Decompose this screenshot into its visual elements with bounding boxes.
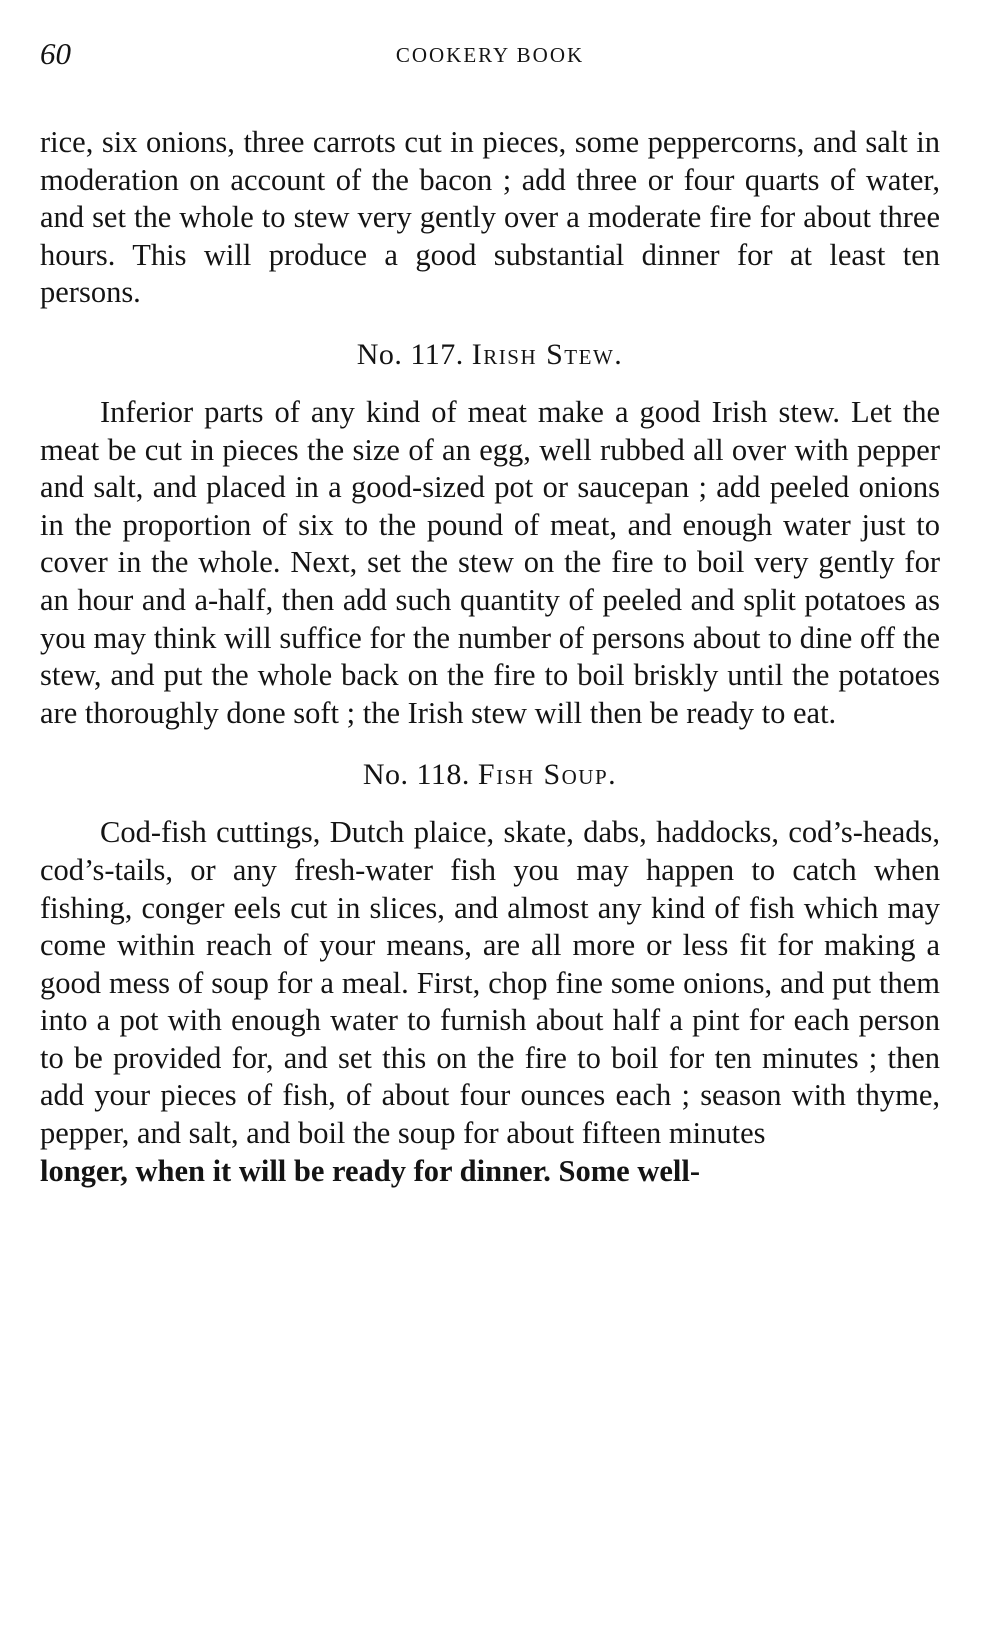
book-title: COOKERY BOOK [395, 43, 585, 67]
recipe-body-fish-soup: Cod-fish cuttings, Dutch plaice, skate, dabs, haddocks, cod’s-heads, cod’s-tails, or any fresh-water fish you may happen to catch when fishing, conger eels cut in slices, and almost any kind of fish which may come within reach of your means, are all more or less fit for making a good mess of soup for a meal. First, chop fine some onions, and put them into a pot with enough water to furnish about half a pint for each person to be provided for, and set this on the fire to boil for ten minutes ; then add your pieces of fish, of about four ounces each ; season with thyme, pepper, and salt, and boil the soup for about fifteen minutes [40, 815, 940, 1151]
running-head [40, 28, 940, 78]
recipe-body-fish-soup-last-line: longer, when it will be ready for dinner. Some well- [40, 1153, 700, 1188]
recipe-title: Irish Stew. [471, 337, 624, 371]
recipe-body-irish-stew: Inferior parts of any kind of meat make a good Irish stew. Let the meat be cut in pieces the size of an egg, well rubbed all over with pepper and salt, and placed in a good-sized pot or saucepan ; add peeled onions in the proportion of six to the pound of meat, and enough water just to cover in the whole. Next, set the stew on the fire to boil very gently for an hour and a-half, then add such quantity of peeled and split potatoes as you may think will suffice for the number of persons about to dine off the stew, and put the whole back on the fire to boil briskly until the potatoes are thoroughly done soft ; the Irish stew will then be ready to eat. [40, 394, 940, 730]
page-number: 60 [40, 36, 71, 71]
book-page [40, 28, 940, 1190]
recipe-heading-117 [40, 336, 940, 374]
recipe-number: No. 117. [356, 337, 464, 371]
recipe-title: Fish Soup. [477, 758, 618, 792]
recipe-heading-118 [40, 756, 940, 794]
continued-paragraph: rice, six onions, three carrots cut in pieces, some peppercorns, and salt in moderation on account of the bacon ; add three or four quarts of water, and set the whole to stew very gently over a moderate fire for about three hours. This will produce a good substantial dinner for at least ten persons. [40, 125, 940, 310]
recipe-number: No. 118. [362, 758, 470, 792]
